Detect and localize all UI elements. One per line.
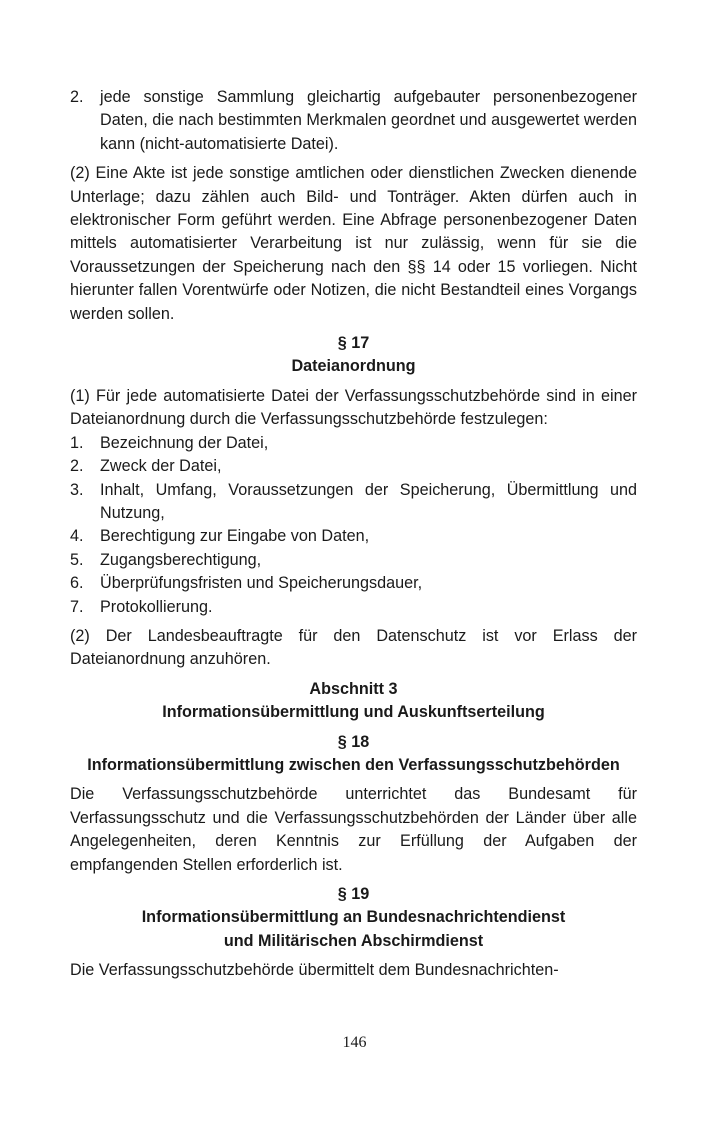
- list-item: [70, 525, 637, 548]
- list-item-number: 2.: [70, 457, 84, 476]
- section-17-paragraph-2: (2) Der Landesbeauftragte für den Datenschutz ist vor Erlass der Dateianordnung anzuhören.: [70, 626, 637, 669]
- list-item-text: Zweck der Datei,: [100, 457, 222, 476]
- section-18-heading: [70, 731, 637, 778]
- list-item-text: Protokollierung.: [100, 597, 213, 616]
- list-item: [70, 572, 637, 595]
- section-number: § 18: [337, 732, 370, 751]
- section-title: Informationsübermittlung zwischen den Verfassungsschutzbehörden: [87, 755, 620, 774]
- list-item-number: 3.: [70, 480, 84, 499]
- section-19-heading: [70, 883, 637, 953]
- list-item-number: 4.: [70, 527, 84, 546]
- page-number: 146: [342, 1034, 367, 1051]
- list-item-text: Bezeichnung der Datei,: [100, 433, 269, 452]
- section-title-line-1: Informationsübermittlung an Bundesnachrichtendienst: [141, 908, 566, 927]
- section-number: § 17: [337, 334, 370, 353]
- list-item-number: 2.: [70, 88, 84, 106]
- list-item-number: 6.: [70, 574, 84, 593]
- list-item: [70, 479, 637, 526]
- section-title-line-2: und Militärischen Abschirmdienst: [223, 931, 484, 950]
- section-17-heading: [70, 332, 637, 379]
- section-18-paragraph: Die Verfassungsschutzbehörde unterrichtet das Bundesamt für Verfassungsschutz und die Verfassungsschutzbehörden der Länder über alle Angelegenheiten, deren Kenntnis zur Erfüllung der Aufgaben der empfangenden Stellen erforderlich ist.: [70, 785, 637, 874]
- list-item-text: Zugangsberechtigung,: [100, 550, 262, 569]
- list-item-number: 7.: [70, 597, 84, 616]
- paragraph-akte: (2) Eine Akte ist jede sonstige amtlichen oder dienstlichen Zwecken dienende Unterlage; dazu zählen auch Bild- und Tonträger. Akten dürfen auch in elektronischer Form geführt werden. Eine Abfrage personenbezogener Daten mittels automatisierter Verarbeitung ist nur zulässig, wenn für sie die Voraussetzungen der Speicherung nach den §§ 14 oder 15 vorliegen. Nicht hierunter fallen Vorentwürfe oder Notizen, die nicht Bestandteil eines Vorgangs werden sollen.: [70, 164, 637, 323]
- list-item: [70, 86, 637, 156]
- list-item-text: Inhalt, Umfang, Voraussetzungen der Speicherung, Übermittlung und Nutzung,: [100, 480, 637, 522]
- section-title: Dateianordnung: [291, 357, 416, 376]
- list-item-text: Überprüfungsfristen und Speicherungsdauer,: [100, 574, 423, 593]
- list-item-number: 5.: [70, 550, 84, 569]
- section-19-paragraph: Die Verfassungsschutzbehörde übermittelt dem Bundesnachrichten-: [70, 961, 559, 980]
- section-number: § 19: [337, 885, 370, 903]
- list-item-number: 1.: [70, 433, 84, 452]
- page-content: [70, 86, 637, 983]
- chapter-label: Abschnitt 3: [309, 679, 398, 698]
- chapter-title: Informationsübermittlung und Auskunftserteilung: [162, 703, 545, 722]
- list-item: [70, 455, 637, 478]
- section-17-paragraph-1: (1) Für jede automatisierte Datei der Verfassungsschutzbehörde sind in einer Dateianordnung durch die Verfassungsschutzbehörde festzulegen:: [70, 386, 637, 429]
- section-17-list: [70, 432, 637, 619]
- chapter-3-heading: [70, 678, 637, 725]
- list-item-text: jede sonstige Sammlung gleichartig aufgebauter personenbezogener Daten, die nach bestimmten Merkmalen geordnet und ausgewertet werden kann (nicht-automatisierte Datei).: [100, 88, 637, 153]
- list-item: [70, 549, 637, 572]
- list-item-text: Berechtigung zur Eingabe von Daten,: [100, 527, 370, 546]
- intro-list: [70, 86, 637, 156]
- list-item: [70, 432, 637, 455]
- list-item: [70, 596, 637, 619]
